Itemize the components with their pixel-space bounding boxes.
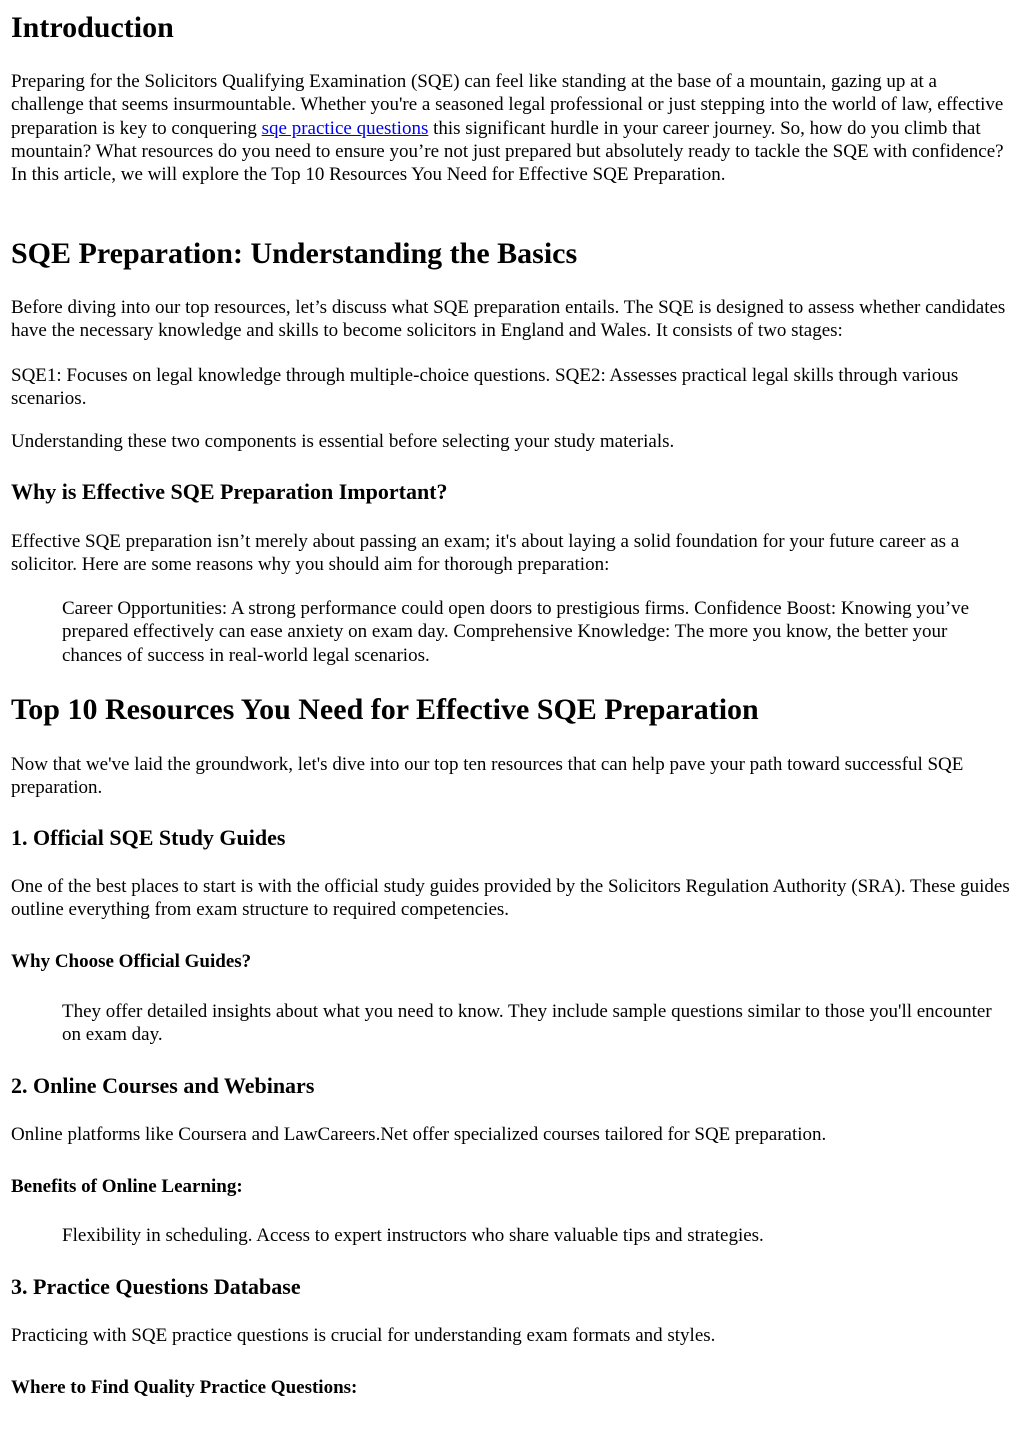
why-quote: Career Opportunities: A strong performance could open doors to prestigious firms. Confidence Boost: Knowing you’ve prepared effectively can ease anxiety on exam day. Comprehensive Knowledge: The more you know, the better your chances of success in real-world legal scenarios.	[62, 598, 970, 666]
resource-2-subheading: Benefits of Online Learning:	[11, 1176, 243, 1197]
resource-1-heading: 1. Official SQE Study Guides	[11, 825, 286, 850]
basics-paragraph-3: Understanding these two components is essential before selecting your study materials.	[11, 431, 675, 452]
intro-text-before-link: Preparing for the Solicitors Qualifying Examination (SQE) can feel like standing at the base of a mountain, gazing up at a challenge that seems insurmountable. Whether you're a seasoned legal professional or just stepping into the world of law, effective preparation is key to conquering	[11, 71, 1004, 139]
top10-paragraph: Now that we've laid the groundwork, let's dive into our top ten resources that can help pave your path toward successful SQE preparation.	[11, 754, 964, 799]
basics-paragraph-1: Before diving into our top resources, let’s discuss what SQE preparation entails. The SQE is designed to assess whether candidates have the necessary knowledge and skills to become solicitors in England and Wales. It consists of two stages:	[11, 297, 1006, 342]
intro-text-after-link: this significant hurdle in your career journey. So, how do you climb that mountain? What resources do you need to ensure you’re not just prepared but absolutely ready to tackle the SQE with confidence? In this article, we will explore the Top 10 Resources You Need for Effective SQE Preparation.	[11, 117, 1004, 186]
resource-1-subheading: Why Choose Official Guides?	[11, 951, 252, 972]
top10-heading: Top 10 Resources You Need for Effective SQE Preparation	[11, 693, 759, 726]
intro-paragraph	[11, 70, 1011, 186]
basics-heading: SQE Preparation: Understanding the Basics	[11, 237, 578, 270]
why-heading: Why is Effective SQE Preparation Important?	[11, 479, 448, 504]
basics-paragraph-2: SQE1: Focuses on legal knowledge through multiple-choice questions. SQE2: Assesses practical legal skills through various scenarios.	[11, 365, 959, 410]
sqe-practice-questions-link[interactable]: sqe practice questions	[261, 117, 429, 139]
resource-3-heading: 3. Practice Questions Database	[11, 1274, 301, 1299]
resource-1-quote: They offer detailed insights about what you need to know. They include sample questions similar to those you'll encounter on exam day.	[62, 1001, 992, 1046]
resource-2-paragraph: Online platforms like Coursera and LawCareers.Net offer specialized courses tailored for SQE preparation.	[11, 1124, 827, 1145]
resource-3-paragraph: Practicing with SQE practice questions is crucial for understanding exam formats and styles.	[11, 1325, 716, 1346]
resource-2-heading: 2. Online Courses and Webinars	[11, 1073, 315, 1098]
resource-2-quote: Flexibility in scheduling. Access to expert instructors who share valuable tips and strategies.	[62, 1225, 764, 1246]
why-paragraph: Effective SQE preparation isn’t merely about passing an exam; it's about laying a solid foundation for your future career as a solicitor. Here are some reasons why you should aim for thorough preparation:	[11, 531, 960, 576]
intro-heading: Introduction	[11, 11, 174, 44]
resource-1-paragraph: One of the best places to start is with the official study guides provided by the Solicitors Regulation Authority (SRA). These guides outline everything from exam structure to required competencies.	[11, 876, 1010, 921]
resource-3-subheading: Where to Find Quality Practice Questions:	[11, 1377, 358, 1398]
